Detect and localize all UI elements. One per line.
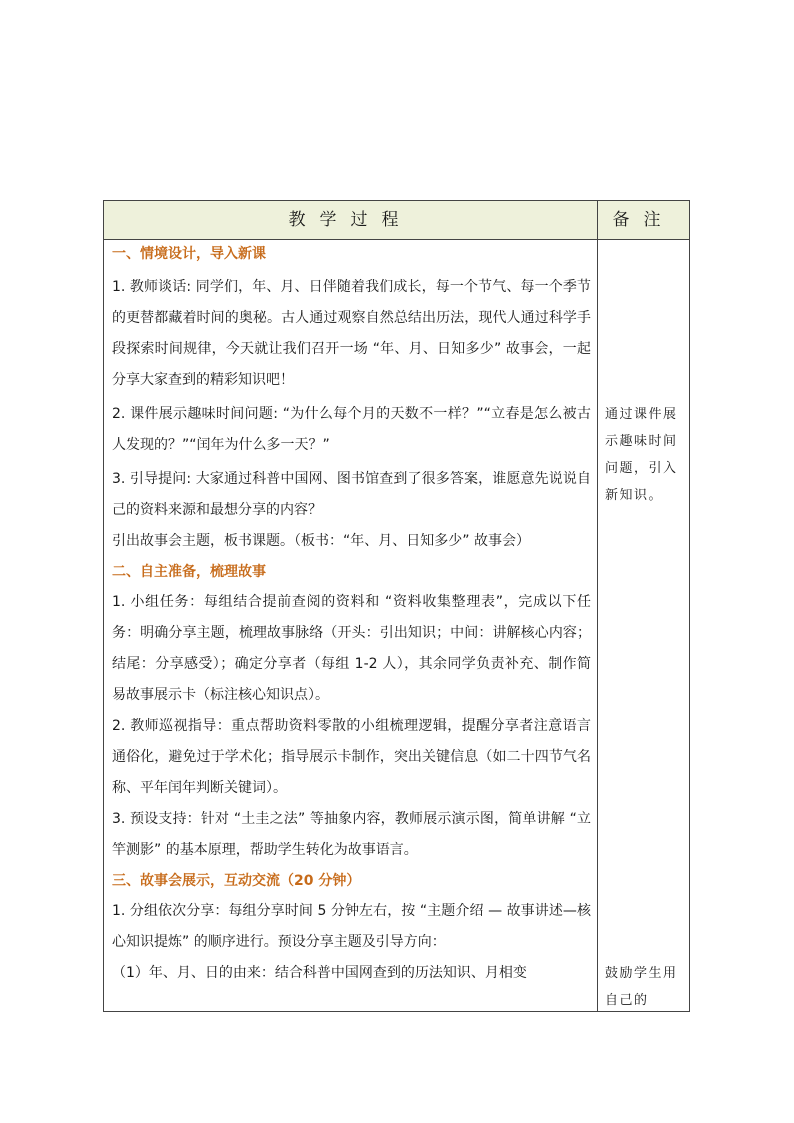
section-title: 二、自主准备，梳理故事 bbox=[112, 564, 266, 580]
lesson-table bbox=[103, 200, 690, 1012]
paragraph: （1）年、月、日的由来：结合科普中国网查到的历法知识、月相变 bbox=[112, 965, 527, 981]
header-process: 教学过程 bbox=[288, 210, 413, 230]
paragraph: 1. 小组任务：每组结合提前查阅的资料和 “资料收集整理表”，完成以下任务：明确分享主题，梳理故事脉络（开头：引出知识；中间：讲解核心内容；结尾：分享感受）；确定分享者（每组 1-2 人），其余同学负责补充、制作简易故事展示卡（标注核心知识点）。 bbox=[112, 594, 591, 703]
paragraph: 3. 预设支持：针对 “土圭之法” 等抽象内容，教师展示演示图，简单讲解 “立竿测影” 的基本原理，帮助学生转化为故事语言。 bbox=[112, 811, 591, 858]
section-title: 三、故事会展示，互动交流（20 分钟） bbox=[112, 873, 361, 889]
column-divider bbox=[597, 239, 598, 1011]
table-header bbox=[104, 201, 689, 240]
note-1: 通过课件展示趣味时间问题，引入新知识。 bbox=[605, 407, 678, 503]
paragraph: 2. 课件展示趣味时间问题: “为什么每个月的天数不一样？”“立春是怎么被古人发现的？”“闰年为什么多一天？” bbox=[112, 406, 591, 453]
section-title: 一、情境设计，导入新课 bbox=[112, 246, 266, 262]
note-2: 鼓励学生用自己的 bbox=[605, 966, 678, 1008]
paragraph: 1. 分组依次分享：每组分享时间 5 分钟左右，按 “主题介绍 — 故事讲述—核心知识提炼” 的顺序进行。预设分享主题及引导方向： bbox=[112, 903, 591, 950]
paragraph: 引出故事会主题，板书课题。（板书：“年、月、日知多少” 故事会） bbox=[112, 533, 530, 549]
paragraph: 2. 教师巡视指导：重点帮助资料零散的小组梳理逻辑，提醒分享者注意语言通俗化，避免过于学术化；指导展示卡制作，突出关键信息（如二十四节气名称、平年闰年判断关键词）。 bbox=[112, 718, 591, 796]
paragraph: 3. 引导提问: 大家通过科普中国网、图书馆查到了很多答案，谁愿意先说说自己的资料来源和最想分享的内容？ bbox=[112, 471, 591, 518]
process-column bbox=[112, 239, 591, 989]
header-notes: 备注 bbox=[597, 201, 689, 239]
paragraph: 1. 教师谈话: 同学们，年、月、日伴随着我们成长，每一个节气、每一个季节的更替都藏着时间的奥秘。古人通过观察自然总结出历法，现代人通过科学手段探索时间规律，今天就让我们召开一场 “年、月、日知多少” 故事会，一起分享大家查到的精彩知识吧！ bbox=[112, 279, 591, 388]
